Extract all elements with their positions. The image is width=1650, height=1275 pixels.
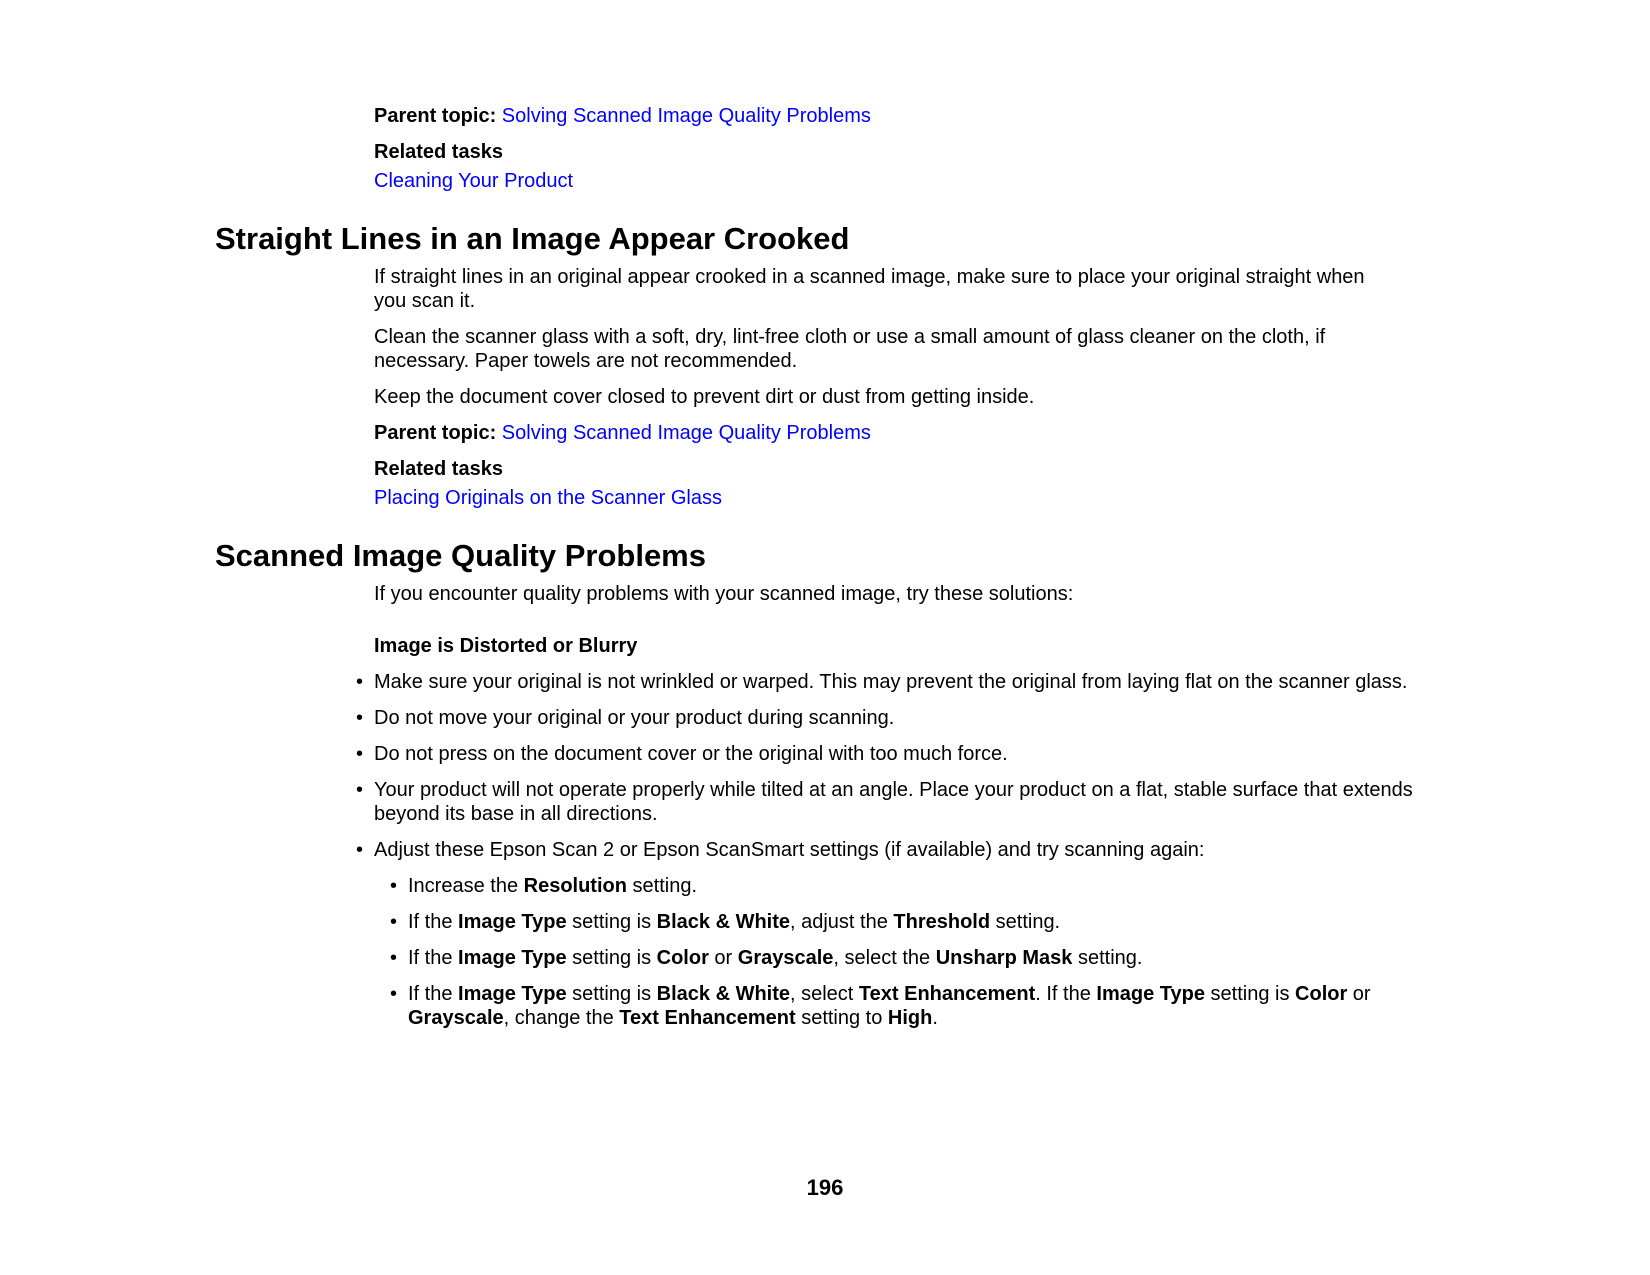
bullet-icon: • [390, 911, 398, 933]
bold-text-run: Black & White [656, 983, 790, 1005]
text-run: Increase the [408, 875, 524, 897]
text-run: , adjust the [790, 911, 894, 933]
bullet-item-3 [356, 742, 1419, 766]
page-number: 196 [806, 1175, 844, 1200]
related-tasks-label-1: Related tasks [374, 141, 503, 163]
text-run: . [932, 1007, 938, 1029]
sub-bullet-text [408, 874, 1425, 898]
inline-link[interactable]: Solving Scanned Image Quality Problems [501, 105, 871, 127]
related-task-link-placing-originals[interactable]: Placing Originals on the Scanner Glass [374, 487, 722, 509]
parent-topic-line-2 [374, 421, 1395, 445]
sub-bullet-text [408, 910, 1425, 934]
text-run: or [708, 947, 738, 969]
text-run: Make sure your original is not wrinkled or warped. This may prevent the original from laying flat on the scanner glass. [374, 671, 1408, 693]
related-task-line-2 [374, 486, 1395, 510]
text-run: If the [408, 947, 459, 969]
inline-link[interactable]: Solving Scanned Image Quality Problems [501, 422, 871, 444]
bold-text-run: Text Enhancement [619, 1007, 796, 1029]
bullet-item-4 [356, 778, 1419, 826]
bullet-icon: • [390, 983, 398, 1005]
bullet-item-5 [356, 838, 1419, 862]
bullet-text [374, 706, 1419, 730]
text-run: setting is [566, 911, 657, 933]
bold-text-run: Color [656, 947, 709, 969]
paragraph-straight-lines-3: Keep the document cover closed to prevent dirt or dust from getting inside. [374, 386, 1035, 408]
section-heading-straight-lines: Straight Lines in an Image Appear Crooked [215, 221, 850, 256]
text-run: Do not move your original or your product during scanning. [374, 707, 895, 729]
sub-bullet-item-3 [390, 946, 1425, 970]
bullet-text [374, 670, 1419, 694]
bold-text-run: Color [1295, 983, 1348, 1005]
bold-text-run: Image Type [458, 911, 567, 933]
bold-text-run: Black & White [656, 911, 790, 933]
bullet-icon: • [356, 743, 364, 765]
text-run: If the [408, 911, 459, 933]
text-run: setting to [795, 1007, 888, 1029]
text-run: Your product will not operate properly while tilted at an angle. Place your product on a flat, stable surface that extends beyond its base in all directions. [374, 779, 1413, 825]
text-run: Do not press on the document cover or the original with too much force. [374, 743, 1008, 765]
related-task-link-cleaning-your-product[interactable]: Cleaning Your Product [374, 170, 574, 192]
text-run: , change the [503, 1007, 620, 1029]
bold-text-run: Resolution [523, 875, 627, 897]
sub-bullet-text [408, 946, 1425, 970]
bullet-icon: • [356, 707, 364, 729]
text-run: Adjust these Epson Scan 2 or Epson ScanSmart settings (if available) and try scanning again: [374, 839, 1205, 861]
bullet-text [374, 742, 1419, 766]
sub-bullet-text [408, 982, 1425, 1030]
bullet-item-1 [356, 670, 1419, 694]
sub-bullet-item-2 [390, 910, 1425, 934]
sub-bullet-item-4 [390, 982, 1425, 1030]
text-run: setting. [990, 911, 1061, 933]
related-task-line-1 [374, 169, 1395, 193]
related-tasks-label-2: Related tasks [374, 458, 503, 480]
bullet-icon: • [356, 671, 364, 693]
bullet-item-2 [356, 706, 1419, 730]
bullet-icon: • [356, 839, 364, 861]
bold-text-run: Grayscale [737, 947, 834, 969]
sub-bullet-item-1 [390, 874, 1425, 898]
text-run: setting is [1204, 983, 1296, 1005]
parent-topic-line-1 [374, 104, 1395, 128]
text-run: setting is [566, 947, 657, 969]
text-run: setting is [566, 983, 657, 1005]
bold-text-run: High [887, 1007, 933, 1029]
paragraph-straight-lines-1: If straight lines in an original appear crooked in a scanned image, make sure to place your original straight when you scan it. [374, 266, 1365, 312]
text-run: , select [790, 983, 859, 1005]
subheading-image-distorted: Image is Distorted or Blurry [374, 635, 638, 657]
text-run: or [1347, 983, 1371, 1005]
bold-text-run: Image Type [458, 947, 567, 969]
bullet-icon: • [390, 947, 398, 969]
intro-paragraph: If you encounter quality problems with your scanned image, try these solutions: [374, 583, 1074, 605]
bold-text-run: Threshold [893, 911, 991, 933]
bold-text-run: Image Type [458, 983, 567, 1005]
bold-text-run: Grayscale [408, 1007, 504, 1029]
bullet-icon: • [356, 779, 364, 801]
bold-text-run: Text Enhancement [858, 983, 1036, 1005]
bold-text-run: Image Type [1096, 983, 1205, 1005]
text-run: setting. [1072, 947, 1143, 969]
bullet-icon: • [390, 875, 398, 897]
bullet-text [374, 838, 1419, 862]
paragraph-straight-lines-2: Clean the scanner glass with a soft, dry, lint-free cloth or use a small amount of glass cleaner on the cloth, if necessary. Paper towels are not recommended. [374, 326, 1326, 372]
bold-text-run: Parent topic: [374, 422, 502, 444]
text-run: . If the [1035, 983, 1097, 1005]
section-heading-scanned-quality: Scanned Image Quality Problems [215, 538, 706, 573]
bold-text-run: Parent topic: [374, 105, 502, 127]
text-run: setting. [626, 875, 698, 897]
bold-text-run: Unsharp Mask [935, 947, 1073, 969]
text-run: , select the [833, 947, 936, 969]
bullet-text [374, 778, 1419, 826]
text-run: If the [408, 983, 459, 1005]
